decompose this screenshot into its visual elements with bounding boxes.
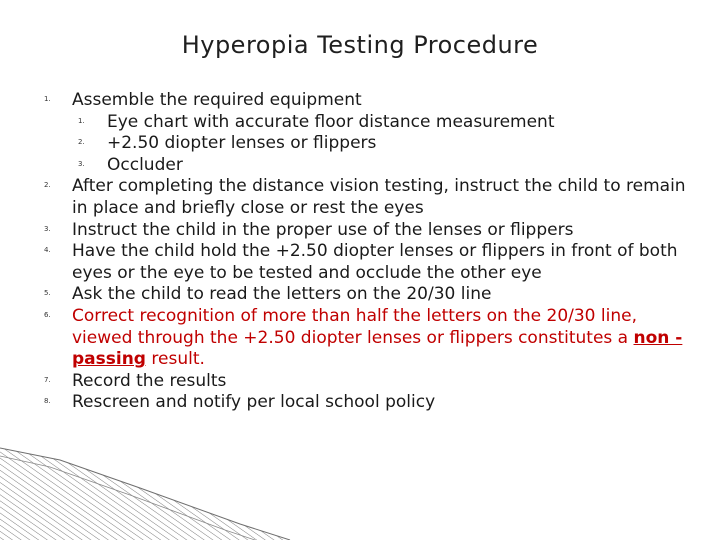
list-item-highlighted: [0, 306, 687, 371]
non-passing-emphasis: non -passing: [72, 327, 683, 370]
item-text: Assemble the required equipment: [72, 90, 362, 110]
item-number: 7.: [44, 375, 51, 384]
item-text: Record the results: [72, 370, 227, 391]
item-number: 5.: [44, 289, 51, 298]
list-item: [0, 241, 687, 284]
item-text-end: result.: [145, 349, 205, 370]
sub-item-number: 3.: [78, 159, 85, 168]
procedure-list: [0, 90, 720, 414]
item-text: Have the child hold the +2.50 diopter lenses or flippers in front of both eyes or the eye to be tested and occlude the other eye: [72, 241, 678, 283]
hatch-decoration: [0, 440, 360, 540]
item-text: Ask the child to read the letters on the 20/30 line: [72, 284, 492, 305]
sub-list-item: [72, 155, 687, 177]
item-number: 4.: [44, 246, 51, 255]
list-item: [0, 284, 687, 306]
sub-item-number: 1.: [78, 116, 85, 125]
item-number: 1.: [44, 95, 51, 103]
item-number: 2.: [44, 181, 51, 190]
sub-item-text: +2.50 diopter lenses or flippers: [107, 133, 377, 154]
sub-item-number: 2.: [78, 138, 85, 147]
list-item: [0, 220, 687, 242]
item-number: 6.: [44, 310, 51, 319]
item-text: Rescreen and notify per local school policy: [72, 392, 436, 413]
item-text: Instruct the child in the proper use of the lenses or flippers: [72, 219, 574, 240]
sub-list-item: [72, 133, 687, 155]
list-item: [0, 90, 687, 176]
slide-title: Hyperopia Testing Procedure: [181, 31, 539, 59]
item-number: 3.: [44, 224, 51, 233]
list-item: [0, 392, 687, 414]
sub-list-item: [72, 112, 687, 134]
list-item: [0, 176, 687, 219]
list-item: [0, 371, 687, 393]
sub-item-text: Eye chart with accurate floor distance measurement: [107, 111, 555, 132]
sub-item-text: Occluder: [107, 154, 183, 175]
item-number: 8.: [44, 397, 51, 406]
item-text: Correct recognition of more than half the letters on the 20/30 line, viewed through the +2.50 diopter lenses or flippers constitutes a: [72, 305, 637, 348]
item-text: After completing the distance vision testing, instruct the child to remain in place and briefly close or rest the eyes: [72, 176, 686, 218]
